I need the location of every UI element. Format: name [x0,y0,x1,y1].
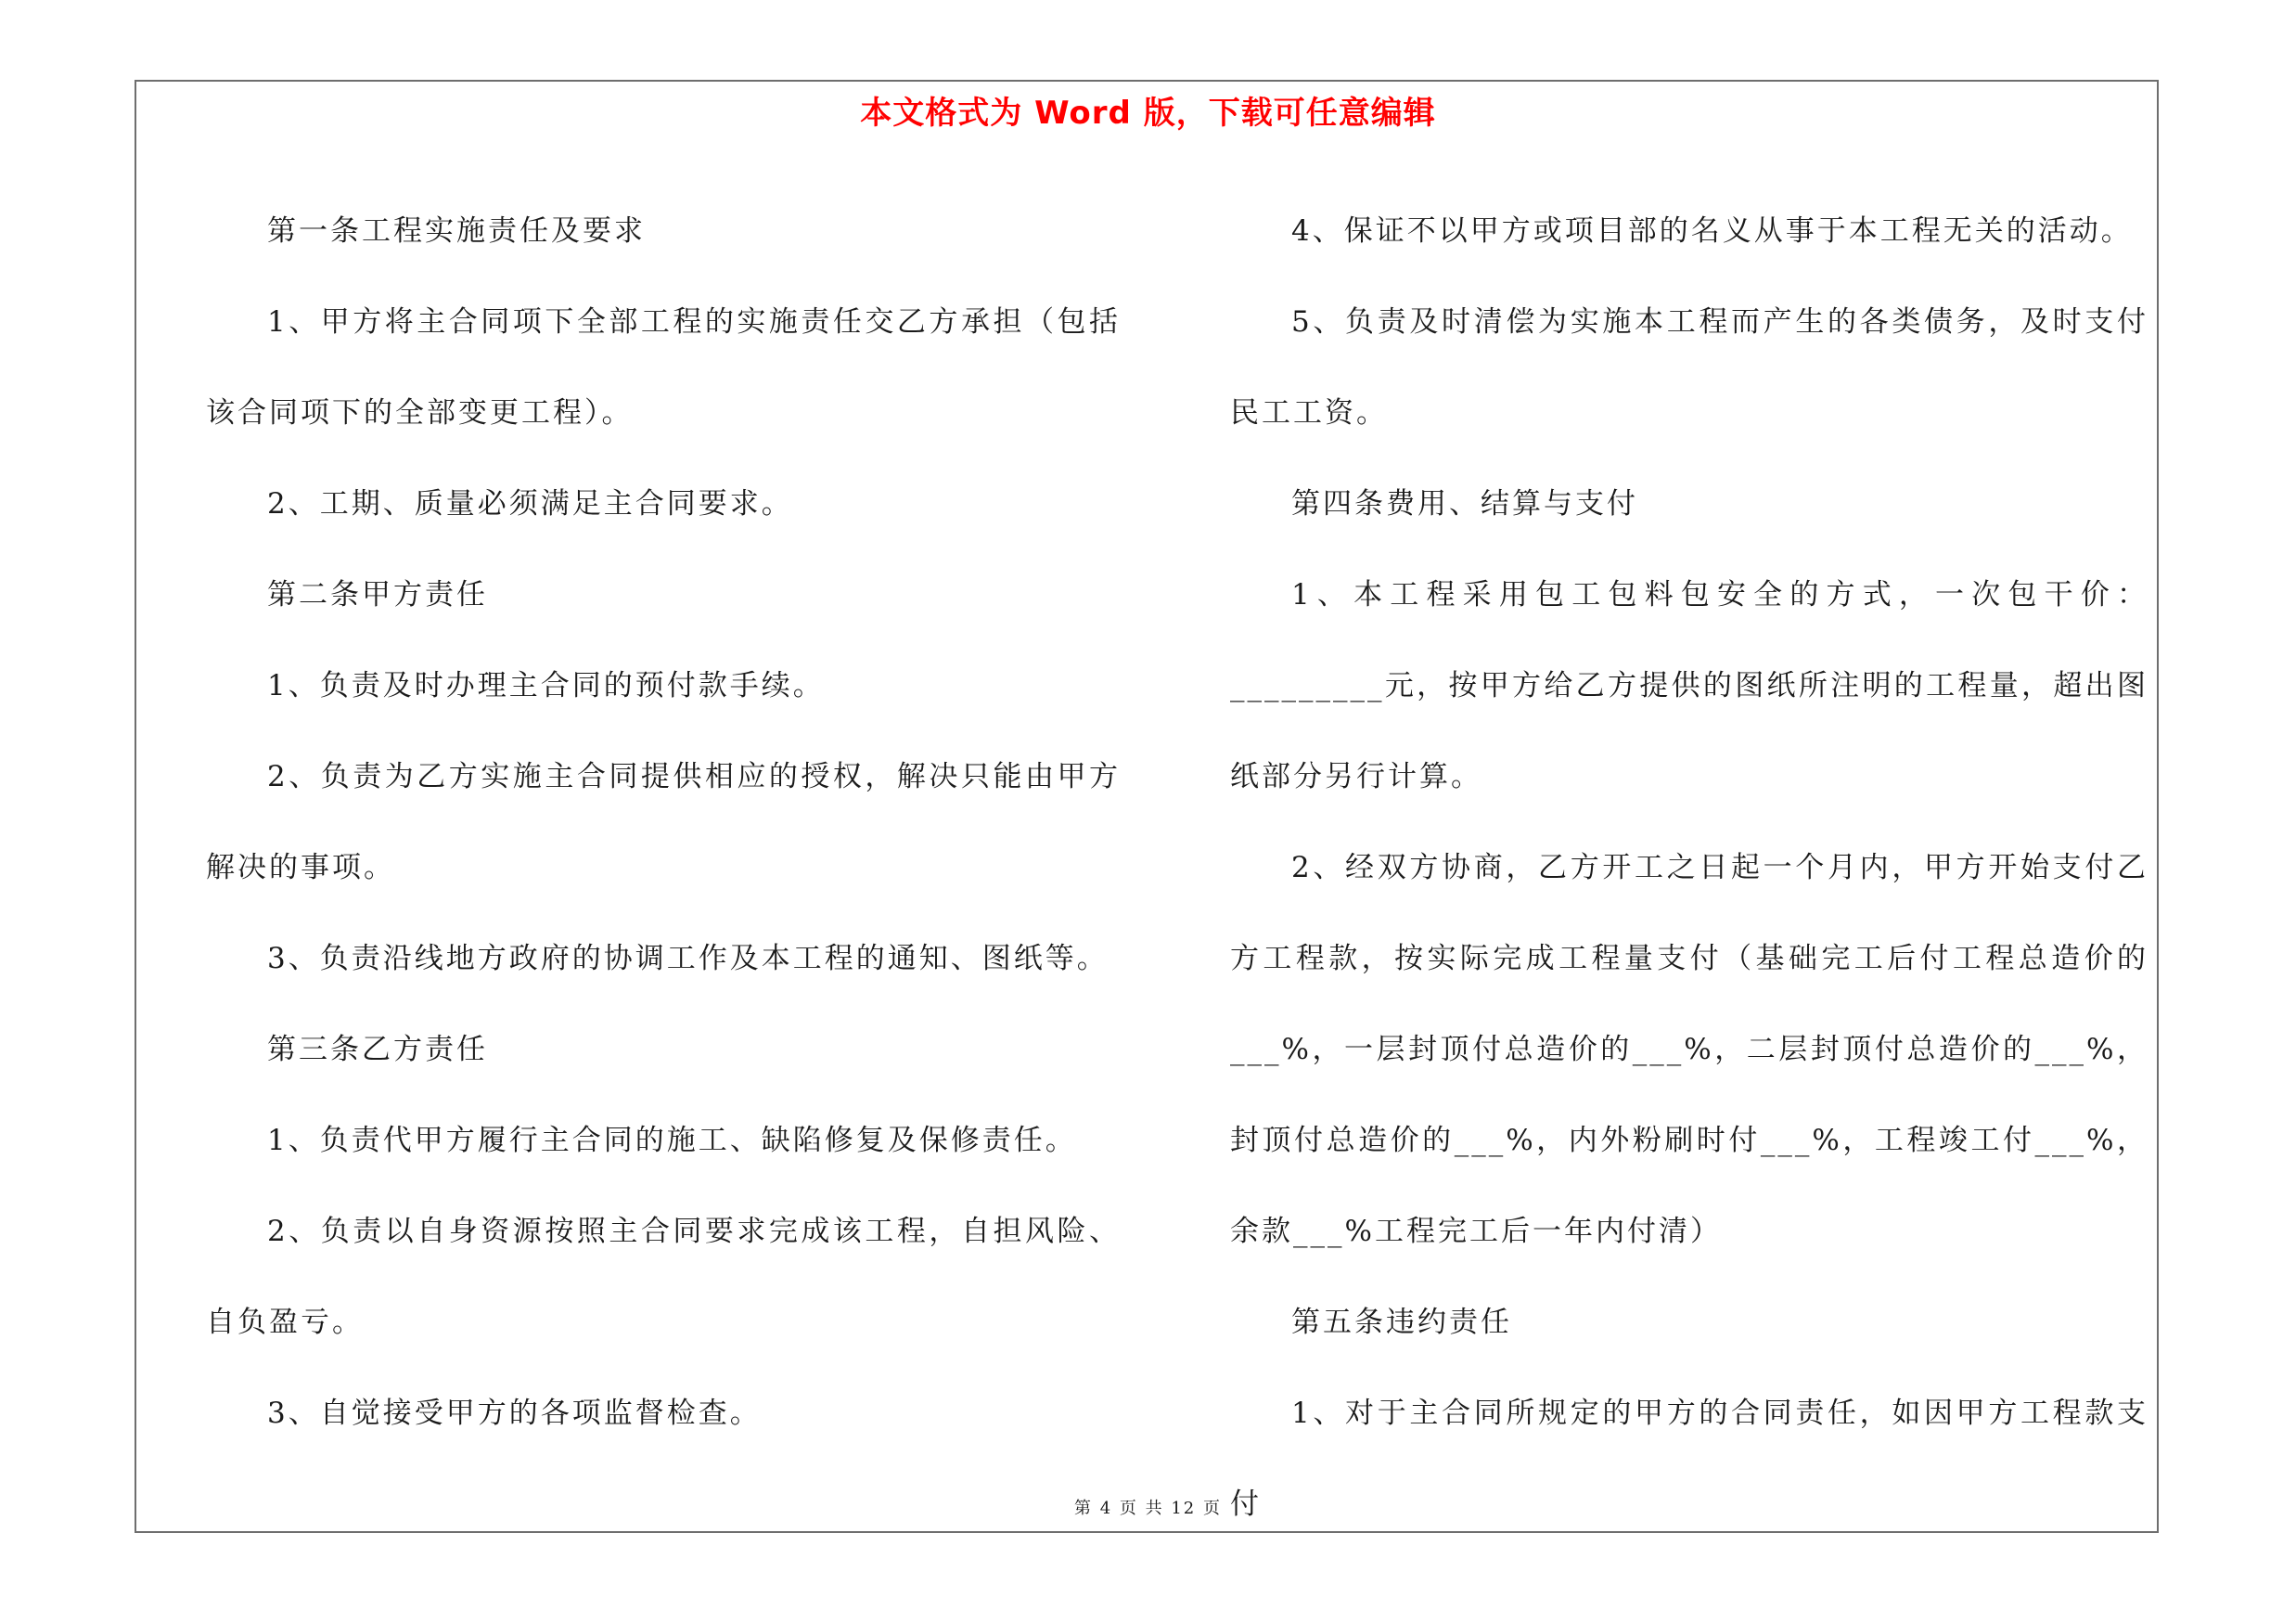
paragraph: 1、甲方将主合同项下全部工程的实施责任交乙方承担（包括该合同项下的全部变更工程）。 [206,305,1121,430]
paragraph: 1、本工程采用包工包料包安全的方式，一次包干价：_________元，按甲方给乙方提供的图纸所注明的工程量，超出图纸部分另行计算。 [1230,578,2148,793]
right-column [1230,186,2148,1550]
paragraph: 2、负责为乙方实施主合同提供相应的授权，解决只能由甲方解决的事项。 [206,760,1121,884]
article-3-heading: 第三条乙方责任 [267,1033,488,1066]
paragraph: 3、负责沿线地方政府的协调工作及本工程的通知、图纸等。 [267,942,1109,975]
paragraph: 1、对于主合同所规定的甲方的合同责任，如因甲方工程款支付 [1230,1397,2148,1521]
article-1-heading: 第一条工程实施责任及要求 [267,214,646,248]
paragraph: 4、保证不以甲方或项目部的名义从事于本工程无关的活动。 [1291,214,2133,248]
paragraph: 2、经双方协商，乙方开工之日起一个月内，甲方开始支付乙方工程款，按实际完成工程量支付（基础完工后付工程总造价的___%，一层封顶付总造价的___%，二层封顶付总造价的___%，封顶付总造价的___%，内外粉刷时付___%，工程竣工付___%，余款___%工程完工后一年内付清） [1230,851,2148,1248]
article-5-heading: 第五条违约责任 [1291,1306,1512,1339]
article-4-heading: 第四条费用、结算与支付 [1291,487,1638,521]
left-column [206,186,1121,1459]
paragraph: 3、自觉接受甲方的各项监督检查。 [267,1397,762,1430]
article-2-heading: 第二条甲方责任 [267,578,488,612]
paragraph: 2、负责以自身资源按照主合同要求完成该工程，自担风险、自负盈亏。 [206,1215,1121,1339]
paragraph: 1、负责及时办理主合同的预付款手续。 [267,669,825,702]
word-format-banner: 本文格式为 Word 版，下载可任意编辑 [860,95,1436,132]
paragraph: 1、负责代甲方履行主合同的施工、缺陷修复及保修责任。 [267,1124,1077,1157]
paragraph: 2、工期、质量必须满足主合同要求。 [267,487,793,521]
paragraph: 5、负责及时清偿为实施本工程而产生的各类债务，及时支付民工工资。 [1230,305,2148,430]
page-number: 第 4 页 共 12 页 [1074,1499,1222,1518]
